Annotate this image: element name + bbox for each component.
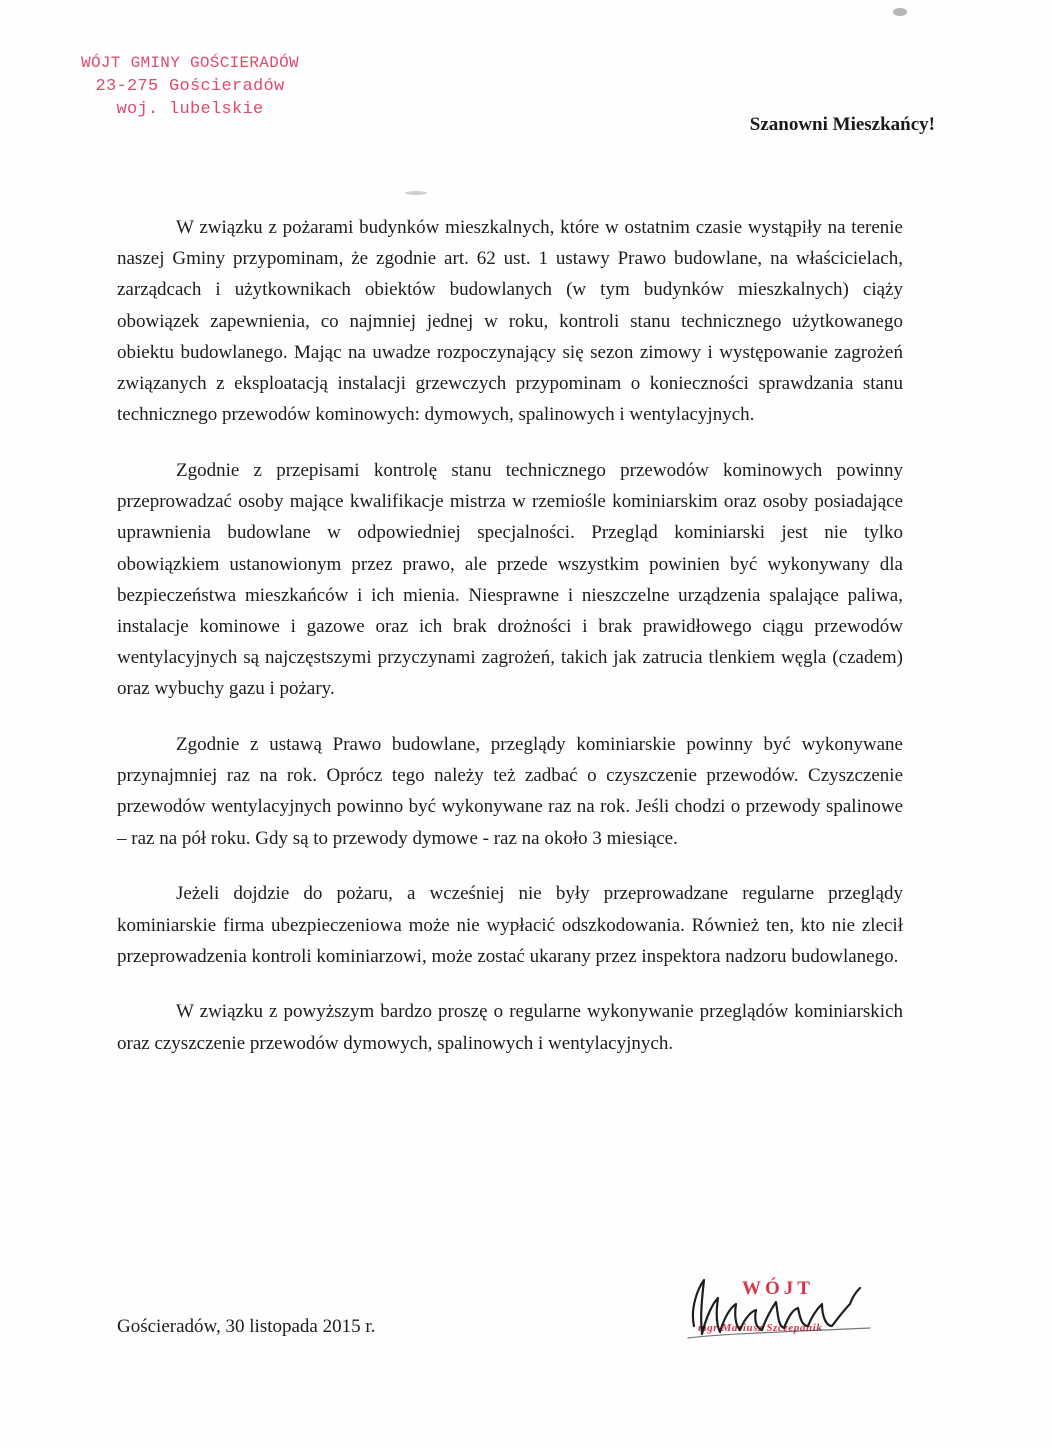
paragraph: Zgodnie z ustawą Prawo budowlane, przeglądy kominiarskie powinny być wykonywane przynajmniej raz na rok. Oprócz tego należy też zadbać o czyszczenie przewodów. Czyszczenie przewodów wentylacyjnych powinno być wykonywane raz na rok. Jeśli chodzi o przewody spalinowe – raz na pół roku. Gdy są to przewody dymowe - raz na około 3 miesiące. <box>117 734 903 849</box>
stamp-line-postal: 23-275 Gościeradów <box>95 77 285 96</box>
signature-block <box>680 1268 910 1358</box>
paragraph: W związku z pożarami budynków mieszkalnych, które w ostatnim czasie wystąpiły na terenie naszej Gminy przypominam, że zgodnie art. 62 ust. 1 ustawy Prawo budowlane, na właścicielach, zarządcach i użytkownikach obiektów budowlanych (w tym budynków mieszkalnych) ciąży obowiązek zapewnienia, co najmniej jednej w roku, kontroli stanu technicznego użytkowanego obiektu budowlanego. Mając na uwadze rozpoczynający się sezon zimowy i występowanie zagrożeń związanych z eksploatacją instalacji grzewczych przypominam o konieczności sprawdzania stanu technicznego przewodów kominowych: dymowych, spalinowych i wentylacyjnych. <box>117 217 903 426</box>
stamp-line-voivodeship: woj. lubelskie <box>116 100 264 119</box>
signature-stamp-title: WÓJT <box>742 1278 814 1299</box>
handwritten-signature <box>680 1268 910 1358</box>
scan-speck <box>893 8 907 16</box>
place-and-date: Gościeradów, 30 listopada 2015 r. <box>117 1316 376 1337</box>
letter-body <box>117 212 903 1059</box>
stamp-line-office: WÓJT GMINY GOŚCIERADÓW <box>81 54 299 72</box>
salutation: Szanowni Mieszkańcy! <box>749 114 935 135</box>
paragraph: W związku z powyższym bardzo proszę o regularne wykonywanie przeglądów kominiarskich oraz czyszczenie przewodów dymowych, spalinowych i wentylacyjnych. <box>117 1001 903 1054</box>
paragraph: Zgodnie z przepisami kontrolę stanu technicznego przewodów kominowych powinny przeprowadzać osoby mające kwalifikacje mistrza w rzemiośle kominiarskim oraz osoby posiadające uprawnienia budowlane w odpowiedniej specjalności. Przegląd kominiarski jest nie tylko obowiązkiem ustanowionym przez prawo, ale przede wszystkim powinien być wykonywany dla bezpieczeństwa mieszkańców i ich mienia. Niesprawne i nieszczelne urządzenia spalające paliwa, instalacje kominowe i gazowe oraz ich brak drożności i brak prawidłowego ciągu przewodów wentylacyjnych są najczęstszymi przyczynami zagrożeń, takich jak zatrucia tlenkiem węgla (czadem) oraz wybuchy gazu i pożary. <box>117 459 903 700</box>
signature-stamp-name: mgr Mariusz Szczepanik <box>698 1322 823 1334</box>
paragraph: Jeżeli dojdzie do pożaru, a wcześniej nie były przeprowadzane regularne przeglądy kominiarskie firma ubezpieczeniowa może nie wypłacić odszkodowania. Również ten, kto nie zlecił przeprowadzenia kontroli kominiarzowi, może zostać ukarany przez inspektora nadzoru budowlanego. <box>117 883 903 967</box>
scan-speck <box>405 191 427 195</box>
office-stamp <box>60 52 320 121</box>
